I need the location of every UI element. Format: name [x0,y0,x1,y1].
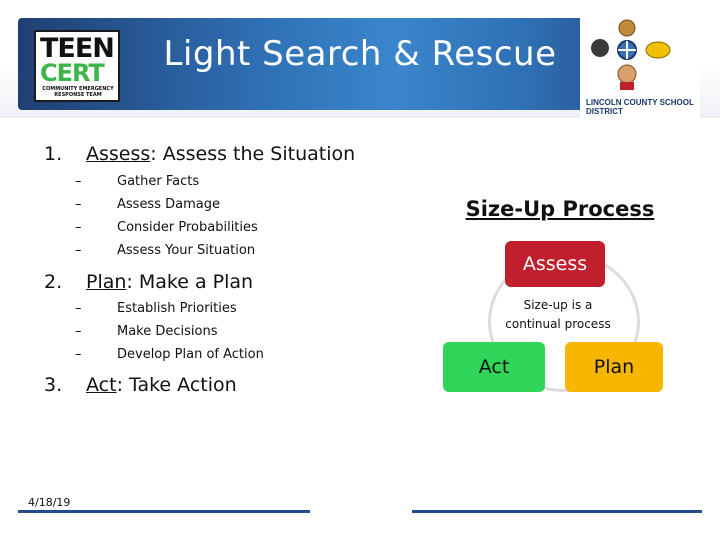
footer-line-left [18,510,310,513]
footer-date: 4/18/19 [28,496,71,509]
item-text: Establish Priorities [117,301,237,316]
dash: – [75,197,82,212]
item-text: Gather Facts [117,174,200,189]
dash: – [75,220,82,235]
district-logo [580,18,700,118]
item-text: Develop Plan of Action [117,347,264,362]
step-keyword: Act [86,374,117,396]
footer-line-right [412,510,702,513]
dash: – [75,301,82,316]
step-text [86,271,253,293]
logo-teen-text: TEEN [40,33,114,64]
step-rest: : Make a Plan [126,271,254,293]
item-text: Consider Probabilities [117,220,258,235]
step-text [86,374,237,396]
item-text: Make Decisions [117,324,218,339]
dash: – [75,243,82,258]
dash: – [75,324,82,339]
district-name: LINCOLN COUNTY SCHOOL DISTRICT [586,98,694,116]
step-text [86,143,355,165]
dash: – [75,174,82,189]
step-number: 2. [44,271,63,293]
cycle-center-text [492,296,624,334]
plan-box: Plan [565,342,663,392]
dash: – [75,347,82,362]
item-text: Assess Your Situation [117,243,256,258]
act-box: Act [443,342,545,392]
step-number: 1. [44,143,63,165]
step-keyword: Assess [86,143,151,165]
center-line-1: Size-up is a [523,298,593,312]
step-keyword: Plan [86,271,127,293]
teen-cert-logo [34,30,120,102]
step-rest: : Take Action [116,374,237,396]
slide-title: Light Search & Rescue [163,34,557,74]
center-line-2: continual process [505,317,611,331]
logo-cert-text: CERT [40,59,104,87]
diagram-title: Size-Up Process [465,197,655,221]
logo-subtitle: COMMUNITY EMERGENCY RESPONSE TEAM [42,86,114,98]
step-number: 3. [44,374,63,396]
mascots-icon [580,18,700,96]
step-rest: : Assess the Situation [150,143,356,165]
item-text: Assess Damage [117,197,220,212]
assess-box: Assess [505,241,605,287]
